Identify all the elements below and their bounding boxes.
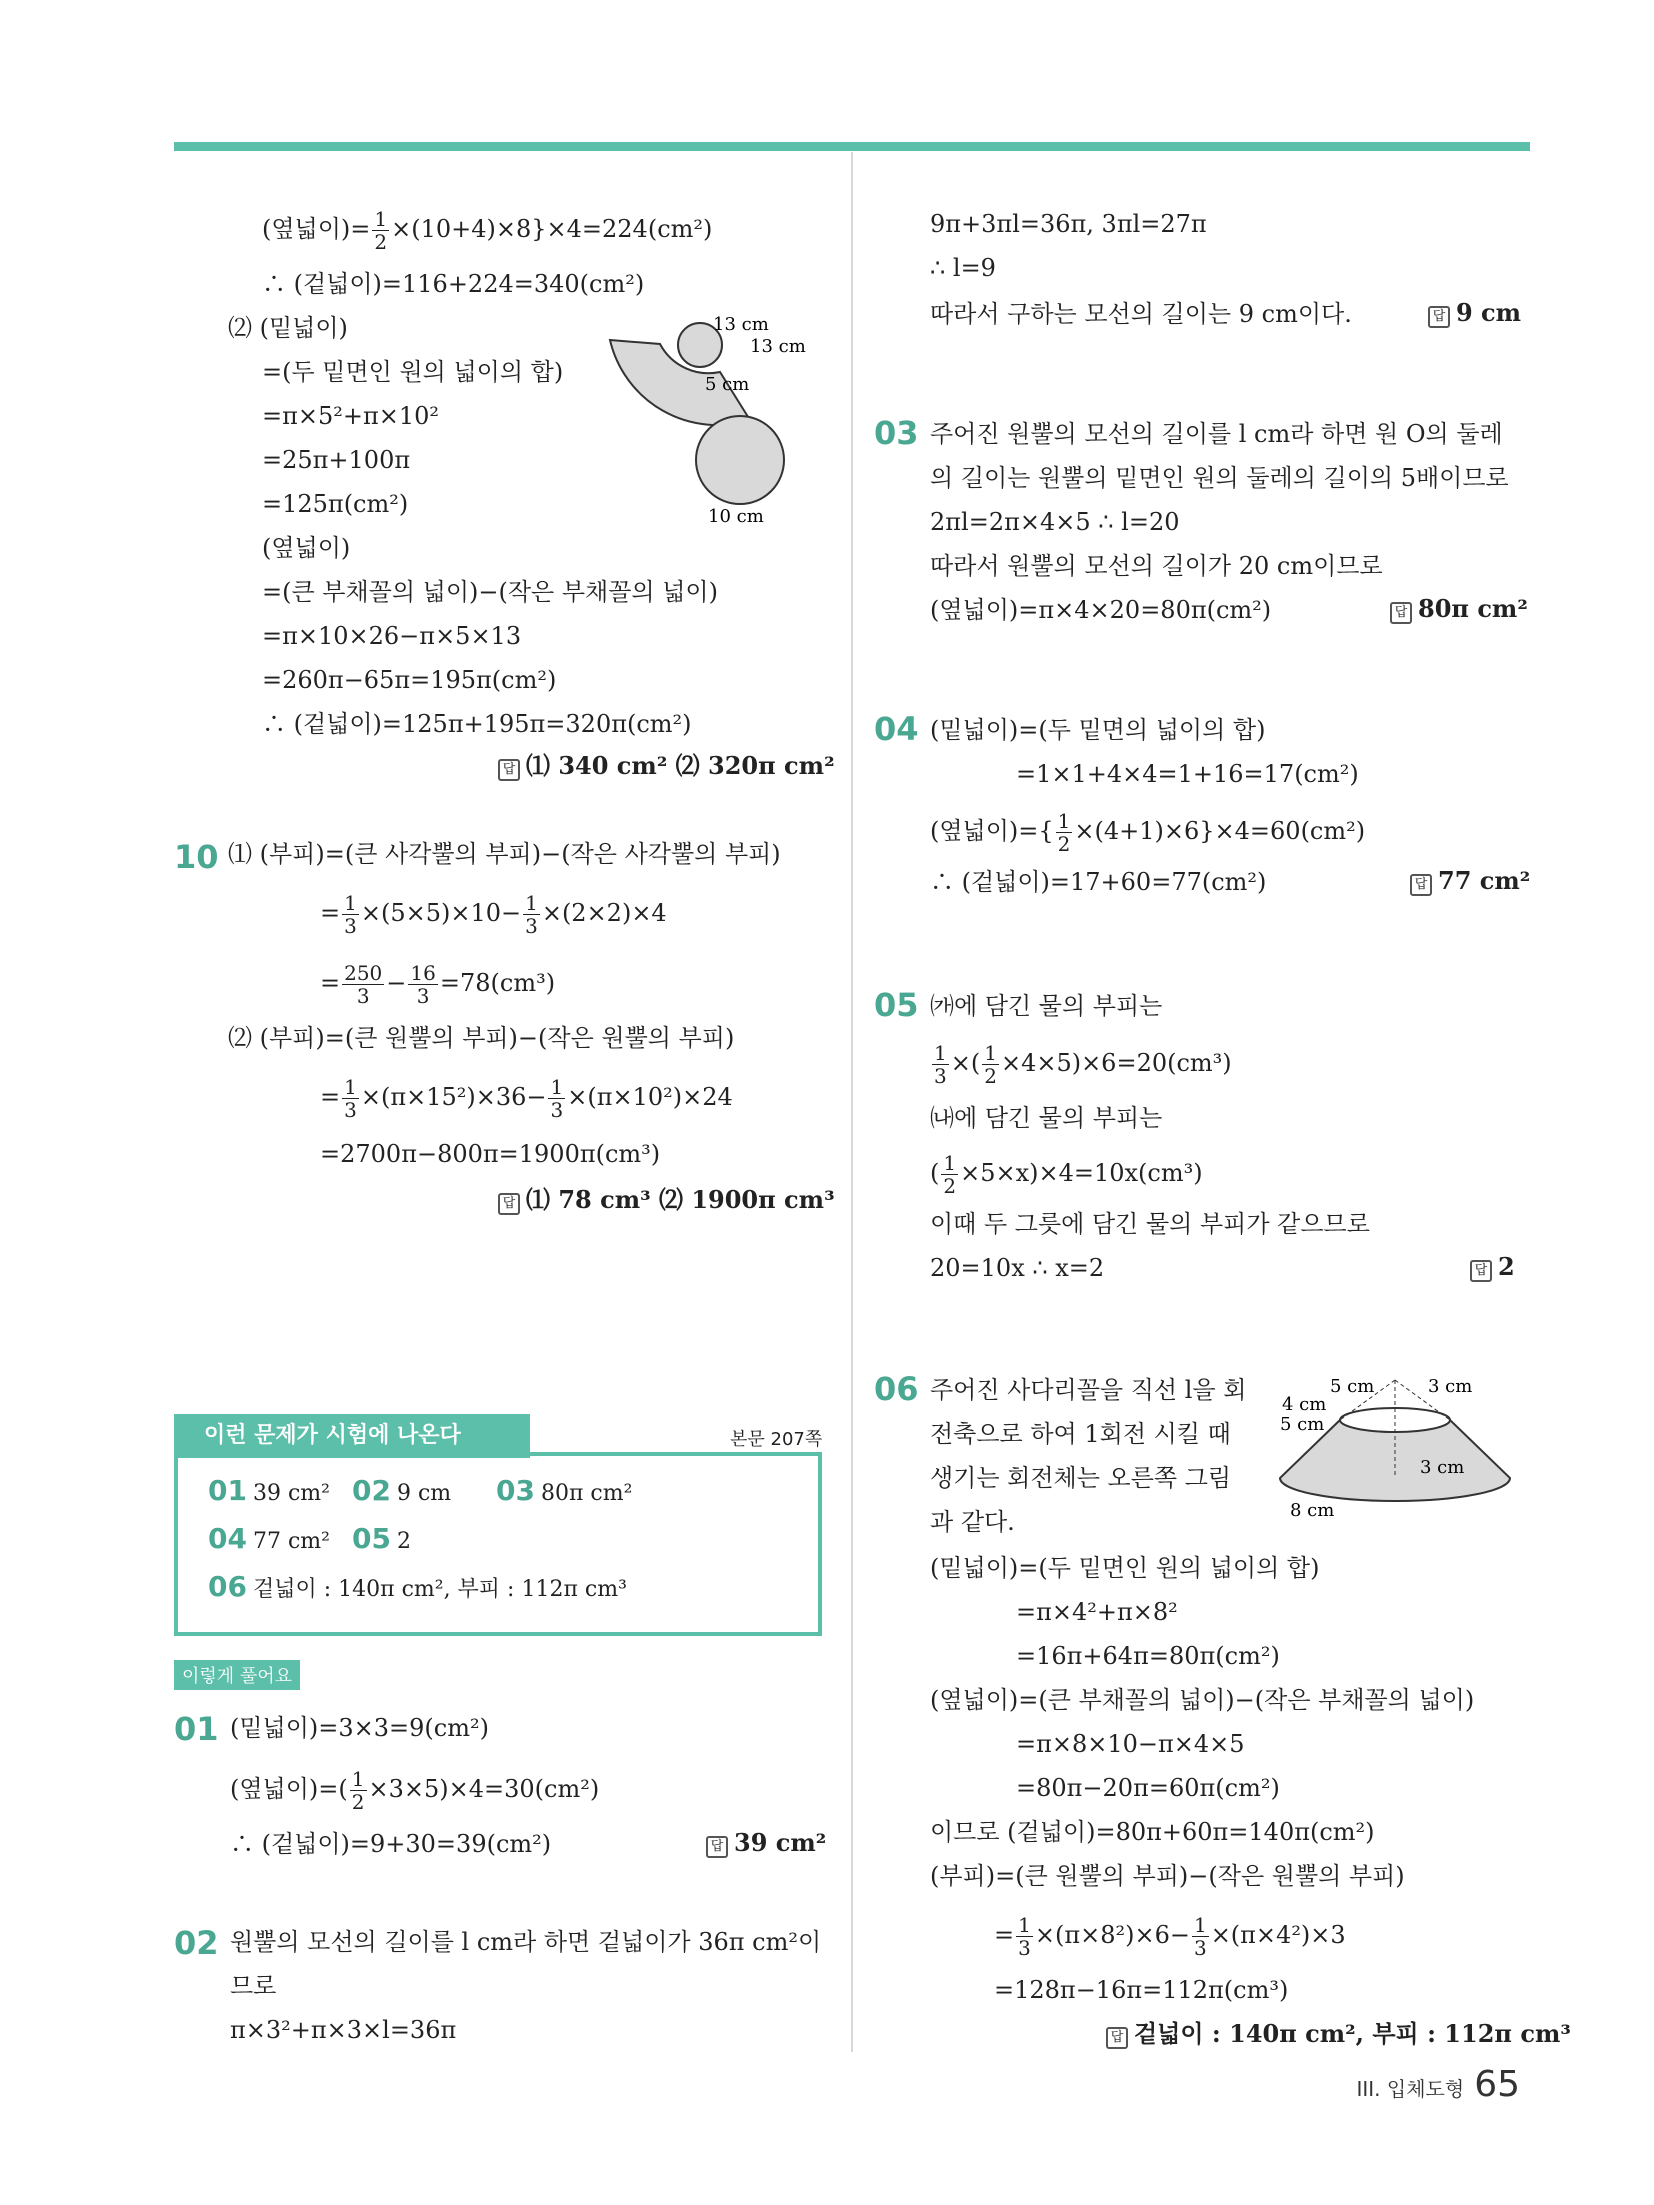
line: ⑴ (부피)=(큰 사각뿔의 부피)−(작은 사각뿔의 부피): [228, 840, 781, 868]
line: 므로: [230, 1972, 277, 2000]
line: (옆넓이)=π×4×20=80π(cm²): [930, 596, 1272, 624]
line: =π×8×10−π×4×5: [1016, 1730, 1245, 1758]
line: 의 길이는 원뿔의 밑면인 원의 둘레의 길이의 5배이므로: [930, 464, 1509, 492]
answer-06: 답 겉넓이 : 140π cm², 부피 : 112π cm³: [1106, 2014, 1571, 2049]
line: 주어진 원뿔의 모선의 길이를 l cm라 하면 원 O의 둘레: [930, 420, 1503, 448]
line: =125π(cm²): [262, 490, 409, 518]
box-item: 05 2: [352, 1522, 411, 1555]
fig-label: 5 cm: [705, 374, 750, 395]
answer-icon: 답: [1428, 306, 1450, 328]
line: ∴ (겉넓이)=116+224=340(cm²): [262, 270, 645, 298]
line: 따라서 구하는 모선의 길이는 9 cm이다.: [930, 300, 1352, 328]
box-item: 01 39 cm²: [208, 1474, 330, 1507]
answer-icon: 답: [1410, 874, 1432, 896]
line: ∴ (겉넓이)=125π+195π=320π(cm²): [262, 710, 692, 738]
box-item: 02 9 cm: [352, 1474, 452, 1507]
line: = $\frac{1}{3}$ ×(π×8²)×6− $\frac{1}{3}$ ×(π×4²)×3: [994, 1913, 1346, 1960]
fig-label: 3 cm: [1428, 1376, 1473, 1397]
line: =260π−65π=195π(cm²): [262, 666, 557, 694]
line: 주어진 사다리꼴을 직선 l을 회: [930, 1376, 1247, 1404]
problem-number: 01: [174, 1710, 219, 1748]
line: =128π−16π=112π(cm³): [994, 1976, 1289, 2004]
line: ⑵ (부피)=(큰 원뿔의 부피)−(작은 원뿔의 부피): [228, 1024, 735, 1052]
answer-01: 답 39 cm²: [706, 1828, 826, 1858]
figure-frustum-net: [600, 300, 810, 530]
line: = $\frac{1}{3}$ ×(5×5)×10− $\frac{1}{3}$ ×(2×2)×4: [320, 891, 667, 938]
line: =2700π−800π=1900π(cm³): [320, 1140, 661, 1168]
line: 따라서 원뿔의 모선의 길이가 20 cm이므로: [930, 552, 1383, 580]
figure-frustum-solid: [1270, 1370, 1530, 1520]
line: π×3²+π×3×l=36π: [230, 2016, 457, 2044]
answer-icon: 답: [1390, 602, 1412, 624]
line: (옆넓이)=(큰 부채꼴의 넓이)−(작은 부채꼴의 넓이): [930, 1686, 1475, 1714]
line: 2πl=2π×4×5 ∴ l=20: [930, 508, 1180, 536]
problem-number: 02: [174, 1924, 219, 1962]
line: ∴ l=9: [930, 254, 996, 282]
answer-03: 답 80π cm²: [1390, 594, 1528, 624]
problem-number: 03: [874, 414, 919, 452]
answer-04: 답 77 cm²: [1410, 866, 1530, 896]
line: ∴ (겉넓이)=9+30=39(cm²): [230, 1830, 552, 1858]
solution-tag: 이렇게 풀어요: [174, 1660, 300, 1690]
answer-icon: 답: [1470, 1260, 1492, 1282]
box-ref: 본문 207쪽: [730, 1429, 823, 1450]
line: =(큰 부채꼴의 넓이)−(작은 부채꼴의 넓이): [262, 578, 718, 606]
line: (밑넓이)=(두 밑면의 넓이의 합): [930, 716, 1266, 744]
box-item: 03 80π cm²: [496, 1474, 633, 1507]
line: 원뿔의 모선의 길이를 l cm라 하면 겉넓이가 36π cm²이: [230, 1928, 822, 1956]
line: =π×10×26−π×5×13: [262, 622, 522, 650]
line: ㈎에 담긴 물의 부피는: [930, 992, 1163, 1020]
line: =1×1+4×4=1+16=17(cm²): [1016, 760, 1359, 788]
line: 과 같다.: [930, 1508, 1015, 1536]
problem-number: 05: [874, 986, 919, 1024]
line: (옆넓이)={ $\frac{1}{2}$ ×(4+1)×6}×4=60(cm²): [930, 809, 1366, 856]
line: (옆넓이)=( $\frac{1}{2}$ ×3×5)×4=30(cm²): [230, 1767, 600, 1814]
line: =80π−20π=60π(cm²): [1016, 1774, 1280, 1802]
line: (밑넓이)=(두 밑면인 원의 넓이의 합): [930, 1554, 1320, 1582]
line: 이므로 (겉넓이)=80π+60π=140π(cm²): [930, 1818, 1375, 1846]
line: =25π+100π: [262, 446, 411, 474]
fig-label: 13 cm: [750, 336, 806, 357]
box-item: 04 77 cm²: [208, 1522, 330, 1555]
fig-label: 5 cm: [1280, 1414, 1325, 1435]
line: 20=10x ∴ x=2: [930, 1254, 1105, 1282]
line: (밑넓이)=3×3=9(cm²): [230, 1714, 489, 1742]
top-accent-bar: [174, 142, 1530, 151]
line: ( $\frac{1}{2}$ ×5×x)×4=10x(cm³): [930, 1151, 1203, 1198]
line: =π×4²+π×8²: [1016, 1598, 1178, 1626]
fig-label: 5 cm: [1330, 1376, 1375, 1397]
section-label: III. 입체도형: [1356, 2077, 1465, 2101]
answer-icon: 답: [706, 1836, 728, 1858]
line: 생기는 회전체는 오른쪽 그림: [930, 1464, 1232, 1492]
line: $\frac{1}{3}$ ×( $\frac{1}{2}$ ×4×5)×6=20(cm³): [934, 1041, 1232, 1088]
line: =(두 밑면인 원의 넓이의 합): [262, 358, 564, 386]
fig-label: 4 cm: [1282, 1394, 1327, 1415]
answer-9: 답 ⑴ 340 cm² ⑵ 320π cm²: [498, 746, 835, 781]
line: ㈏에 담긴 물의 부피는: [930, 1104, 1163, 1132]
fig-label: 10 cm: [708, 506, 764, 527]
box-item: 06 겉넓이 : 140π cm², 부피 : 112π cm³: [208, 1570, 627, 1603]
fig-label: 13 cm: [713, 314, 769, 335]
problem-number: 10: [174, 838, 219, 876]
answer-10: 답 ⑴ 78 cm³ ⑵ 1900π cm³: [498, 1180, 835, 1215]
page-number: 65: [1474, 2064, 1520, 2105]
column-divider: [851, 152, 853, 2052]
line: ⑵ (밑넓이): [228, 314, 348, 342]
line: 이때 두 그릇에 담긴 물의 부피가 같으므로: [930, 1210, 1370, 1238]
exam-box-tab: 이런 문제가 시험에 나온다: [174, 1414, 530, 1458]
line: (부피)=(큰 원뿔의 부피)−(작은 원뿔의 부피): [930, 1862, 1405, 1890]
line: = $\frac{250}{3}$ − $\frac{16}{3}$ =78(cm³): [320, 961, 556, 1008]
line: 9π+3πl=36π, 3πl=27π: [930, 210, 1207, 238]
fig-label: 3 cm: [1420, 1457, 1465, 1478]
line: = $\frac{1}{3}$ ×(π×15²)×36− $\frac{1}{3}$ ×(π×10²)×24: [320, 1075, 733, 1122]
line: (옆넓이): [262, 534, 351, 562]
page-footer: [1356, 2064, 1520, 2105]
answer-05: 답 2: [1470, 1252, 1515, 1282]
fig-label: 8 cm: [1290, 1500, 1335, 1520]
line: =16π+64π=80π(cm²): [1016, 1642, 1280, 1670]
line: (옆넓이)= $\frac{1}{2}$ ×(10+4)×8}×4=224(cm²): [262, 207, 713, 254]
answer-icon: 답: [498, 1193, 520, 1215]
line: ∴ (겉넓이)=17+60=77(cm²): [930, 868, 1267, 896]
answer-icon: 답: [498, 759, 520, 781]
problem-number: 04: [874, 710, 919, 748]
answer-02: 답 9 cm: [1428, 298, 1521, 328]
line: =π×5²+π×10²: [262, 402, 440, 430]
problem-number: 06: [874, 1370, 919, 1408]
line: 전축으로 하여 1회전 시킬 때: [930, 1420, 1231, 1448]
answer-icon: 답: [1106, 2027, 1128, 2049]
